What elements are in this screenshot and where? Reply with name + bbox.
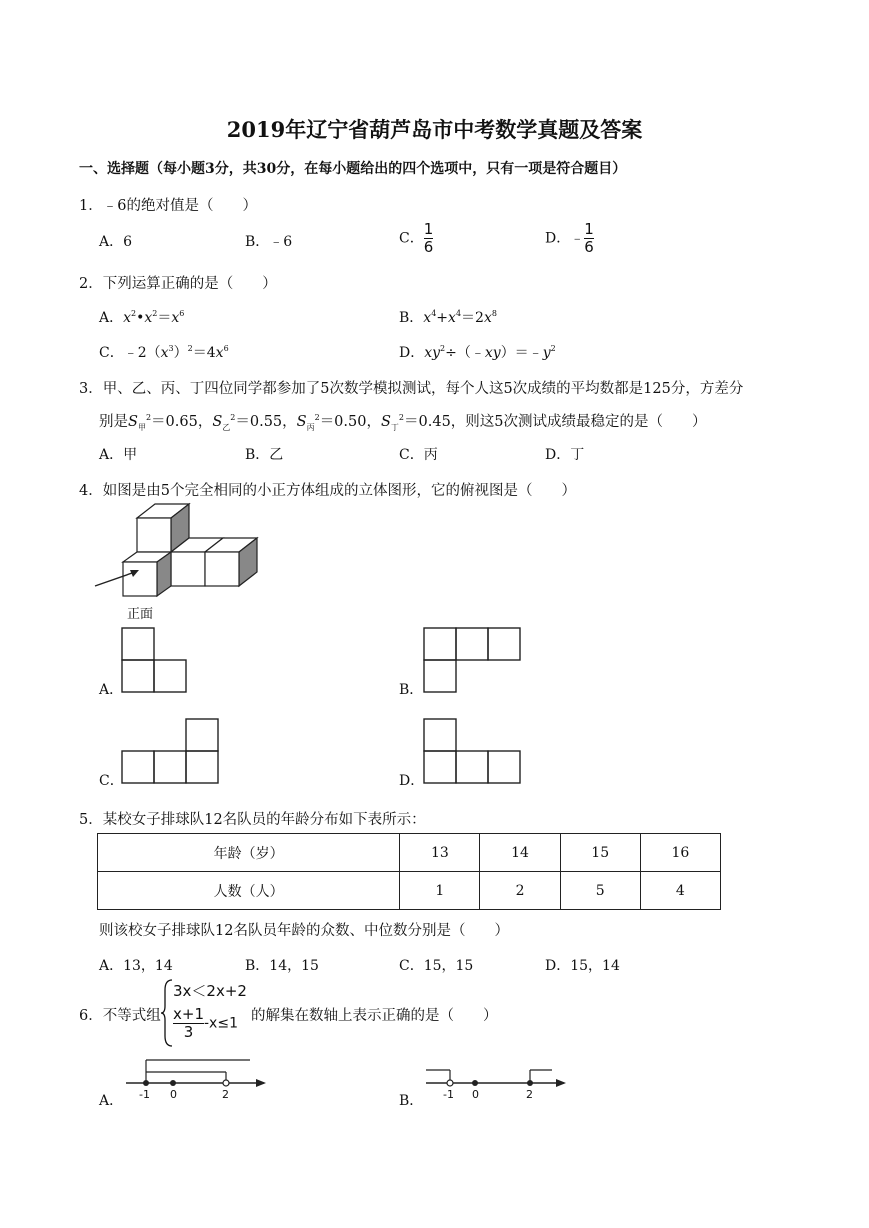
table-cell: 5 <box>560 872 640 910</box>
subscript-jia: 甲 <box>137 422 146 432</box>
subscript-bing: 丙 <box>306 422 315 432</box>
question-1-stem: 1．﹣6的绝对值是（ ） <box>79 198 257 214</box>
inequality-2-rest: -x≤1 <box>204 1015 238 1032</box>
question-2-stem: 2．下列运算正确的是（ ） <box>79 276 277 292</box>
q4-option-d: D． <box>399 773 425 789</box>
q6-option-a: A． <box>99 1093 124 1109</box>
inequality-2-fraction <box>173 1007 204 1040</box>
table-row <box>98 834 721 872</box>
subscript-yi: 乙 <box>222 422 231 432</box>
q1-option-d-label: D．﹣ <box>545 230 585 247</box>
q2-option-a: A．$x^2•x^2=x^6$ <box>99 309 185 326</box>
axis-a-tick-2: 2 <box>222 1088 229 1101</box>
q3-option-d: D．丁 <box>545 447 585 463</box>
q4-option-a: A． <box>99 682 124 698</box>
q1-option-c <box>399 222 433 255</box>
question-5-stem: 5．某校女子排球队12名队员的年龄分布如下表所示： <box>79 812 426 828</box>
fraction-numerator: x+1 <box>173 1005 204 1023</box>
variance-bing: ＝0.50， <box>319 414 381 430</box>
question-5-ask: 则该校女子排球队12名队员年龄的众数、中位数分别是（ ） <box>99 923 509 939</box>
fraction-denominator: 3 <box>183 1023 194 1041</box>
axis-b-tick-0: 0 <box>472 1088 479 1101</box>
table-cell: 13 <box>400 834 480 872</box>
q4-option-a-figure <box>121 627 188 693</box>
fraction-denominator: 6 <box>584 238 594 256</box>
q2-option-a-label: A． <box>99 310 124 326</box>
q4-option-d-figure <box>423 718 522 784</box>
q2-option-d-label: D． <box>399 345 425 361</box>
q3-option-b: B．乙 <box>245 447 284 463</box>
q2-option-c-label: C． <box>99 345 124 361</box>
fraction-one-sixth <box>584 222 594 255</box>
section-heading: 一、选择题（每小题3分，共30分，在每小题给出的四个选项中，只有一项是符合题目） <box>79 161 627 177</box>
table-cell: 14 <box>480 834 560 872</box>
q5-option-b: B．14，15 <box>245 958 319 974</box>
q6-option-a-number-line <box>120 1052 270 1112</box>
q1-option-d <box>545 222 594 255</box>
q5-option-a: A．13，14 <box>99 958 173 974</box>
q4-option-b-figure <box>423 627 522 693</box>
q4-option-c-figure <box>121 718 220 784</box>
variance-ding: ＝0.45，则这5次测试成绩最稳定的是（ ） <box>404 414 707 430</box>
question-6-suffix: 的解集在数轴上表示正确的是（ ） <box>251 1008 498 1024</box>
age-distribution-table <box>97 833 721 910</box>
q3-option-c: C．丙 <box>399 447 438 463</box>
axis-a-tick-neg1: -1 <box>139 1088 150 1101</box>
q2-option-b-label: B． <box>399 310 424 326</box>
table-cell: 1 <box>400 872 480 910</box>
q4-option-b: B． <box>399 682 424 698</box>
table-cell: 2 <box>480 872 560 910</box>
fraction-numerator: 1 <box>584 220 594 238</box>
subscript-ding: 丁 <box>390 422 399 432</box>
q2-option-b: B．$x^4+x^4=2x^8$ <box>399 309 497 326</box>
inequality-1: 3x＜2x+2 <box>173 982 247 1000</box>
q5-option-c: C．15，15 <box>399 958 474 974</box>
variance-yi: ＝0.55， <box>235 414 297 430</box>
q3-option-a: A．甲 <box>99 447 138 463</box>
q1-option-a: A．6 <box>99 234 133 250</box>
table-cell: 人数（人） <box>98 872 400 910</box>
q5-option-d: D．15，14 <box>545 958 620 974</box>
q3-prefix: 别是 <box>99 414 128 430</box>
variance-jia: ＝0.65， <box>151 414 213 430</box>
table-cell: 4 <box>640 872 720 910</box>
q1-option-c-label: C． <box>399 230 424 247</box>
q1-option-b: B．﹣6 <box>245 234 293 250</box>
inequality-brace <box>160 978 174 1048</box>
q2-option-c: C．$﹣2(x^3)^2=4x^6$ <box>99 344 229 361</box>
q4-option-c: C． <box>99 773 124 789</box>
cube-3d-figure <box>95 500 265 620</box>
table-cell: 年龄（岁） <box>98 834 400 872</box>
fraction-one-sixth <box>424 222 434 255</box>
question-3-line-1: 3．甲、乙、丙、丁四位同学都参加了5次数学模拟测试，每个人这5次成绩的平均数都是125分，方差分 <box>79 381 744 397</box>
axis-b-tick-neg1: -1 <box>443 1088 454 1101</box>
question-3-line-2: 别是$S_甲^2=0.65$，$S_乙^2=0.55$，$S_丙^2=0.50$，$S_丁^2=0.45$，则这5次测试成绩最稳定的是（ ） <box>99 413 707 432</box>
axis-b-tick-2: 2 <box>526 1088 533 1101</box>
axis-a-tick-0: 0 <box>170 1088 177 1101</box>
page-title: 2019年辽宁省葫芦岛市中考数学真题及答案 <box>226 117 643 142</box>
fraction-denominator: 6 <box>423 238 434 256</box>
table-cell: 16 <box>640 834 720 872</box>
q6-option-b-number-line <box>420 1052 570 1112</box>
table-row <box>98 872 721 910</box>
inequality-2 <box>173 1007 238 1040</box>
table-cell: 15 <box>560 834 640 872</box>
question-4-stem: 4．如图是由5个完全相同的小正方体组成的立体图形，它的俯视图是（ ） <box>79 483 576 499</box>
q2-option-d: D．$xy^2\div(﹣xy)=﹣y^2$ <box>399 344 556 361</box>
q6-option-b: B． <box>399 1093 424 1109</box>
fraction-numerator: 1 <box>423 220 434 238</box>
front-view-label: 正面 <box>127 607 154 622</box>
question-6-prefix: 6．不等式组 <box>79 1008 161 1024</box>
